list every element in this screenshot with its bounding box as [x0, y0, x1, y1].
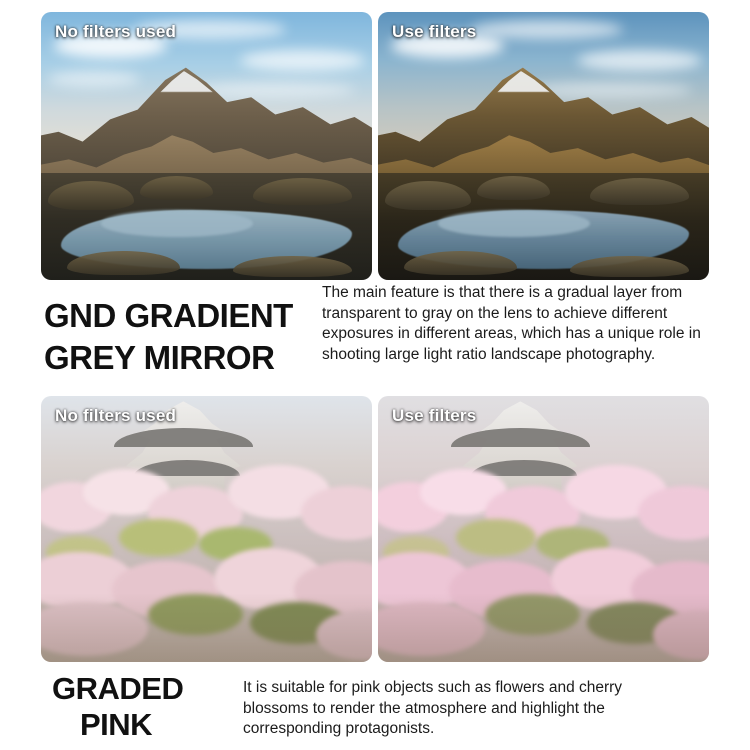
panel-label-use-filter: Use filters — [392, 406, 477, 425]
sakura-photo-filtered — [378, 396, 709, 662]
castle-roof — [114, 428, 253, 447]
section-heading-gnd-line1: GND GRADIENT — [44, 297, 293, 334]
image-panel-with-filter-sakura — [378, 396, 709, 662]
ground-haze — [378, 593, 709, 662]
sakura-photo-unfiltered — [41, 396, 372, 662]
ground-haze — [41, 593, 372, 662]
cloud — [471, 20, 623, 39]
water-stream — [438, 210, 590, 237]
panel-label-no-filter: No filters used — [55, 406, 177, 425]
panel-label-use-filter: Use filters — [392, 22, 477, 41]
image-panel-with-filter-mountain — [378, 12, 709, 280]
section-heading-gnd-line2: GREY MIRROR — [44, 339, 275, 376]
castle-roof — [451, 428, 590, 447]
mountain-photo-filtered — [378, 12, 709, 280]
image-panel-no-filter-sakura — [41, 396, 372, 662]
foliage-cluster — [456, 519, 536, 556]
cloud — [48, 71, 141, 87]
cloud — [240, 50, 366, 71]
comparison-pair-gnd — [41, 12, 709, 280]
section-description-pink: It is suitable for pink objects such as flowers and cherry blossoms to render the atmosphere and highlight the corresponding protagonists. — [243, 679, 623, 738]
section-heading-pink-line1: GRADED — [52, 671, 184, 706]
comparison-pair-graded-pink — [41, 396, 709, 662]
section-heading-pink-line2: PINK — [80, 707, 153, 742]
panel-label-no-filter: No filters used — [55, 22, 177, 41]
cloud — [577, 50, 703, 71]
mountain-photo-unfiltered — [41, 12, 372, 280]
image-panel-no-filter-mountain — [41, 12, 372, 280]
section-description-gnd: The main feature is that there is a gradual layer from transparent to gray on the lens to achieve different exposures in different areas, which has a unique role in shooting large light ratio landscape photography. — [322, 284, 701, 363]
foliage-cluster — [119, 519, 199, 556]
water-stream — [101, 210, 253, 237]
